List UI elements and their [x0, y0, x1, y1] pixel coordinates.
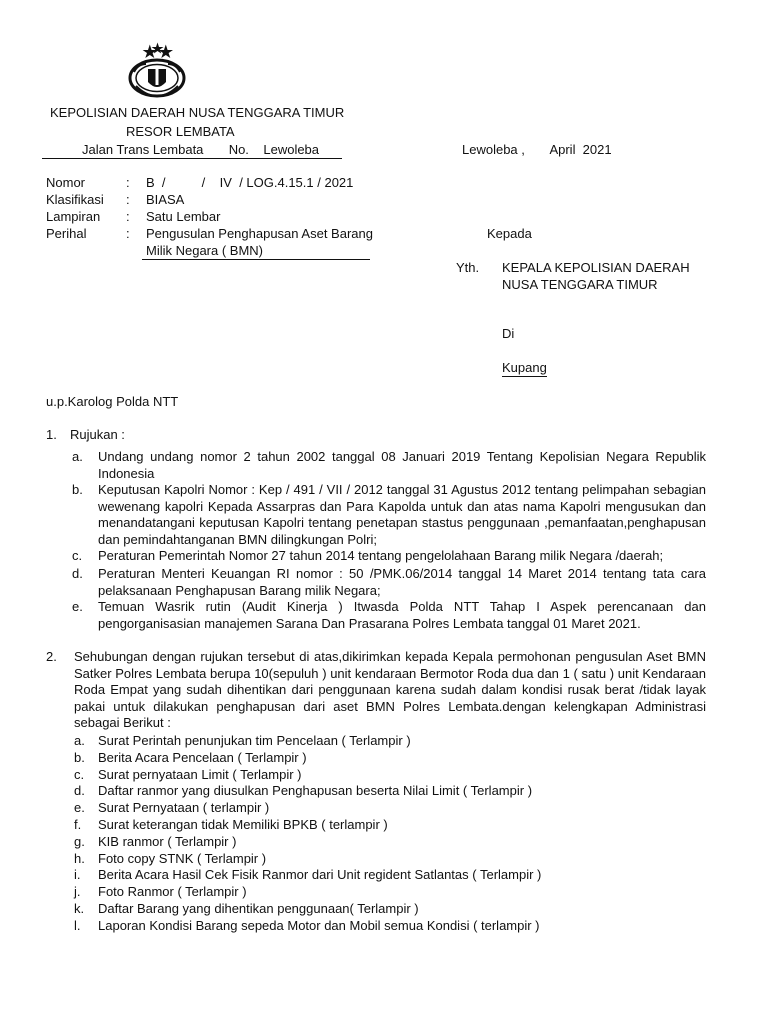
- section2-letter: i.: [74, 867, 81, 883]
- nomor-colon: :: [126, 175, 130, 190]
- section2-letter: d.: [74, 783, 85, 799]
- section1-item-c: Peraturan Pemerintah Nomor 27 tahun 2014 tentang pengelolahaan Barang milik Negara /daerah;: [98, 548, 664, 563]
- section2-item: KIB ranmor ( Terlampir ): [98, 833, 237, 849]
- section1-letter-b: b.: [72, 482, 83, 497]
- section1-letter-a: a.: [72, 449, 83, 464]
- section2-letter: b.: [74, 749, 85, 765]
- section2-letter: a.: [74, 733, 85, 748]
- section2-item: Laporan Kondisi Barang sepeda Motor dan Mobil semua Kondisi ( terlampir ): [98, 917, 540, 933]
- lampiran-label: Lampiran: [46, 209, 101, 224]
- perihal-value-1: Pengusulan Penghapusan Aset Barang: [146, 226, 373, 241]
- section2-item: Daftar Barang yang dihentikan penggunaan( Terlampir ): [98, 901, 419, 916]
- section2-number: 2.: [46, 649, 57, 664]
- recipient-line2: NUSA TENGGARA TIMUR: [502, 277, 658, 292]
- place-date: Lewoleba , April 2021: [462, 142, 612, 157]
- nomor-label: Nomor: [46, 175, 86, 190]
- attention-line: u.p.Karolog Polda NTT: [46, 394, 179, 409]
- section2-item: Surat pernyataan Limit ( Terlampir ): [98, 766, 302, 782]
- section1-item-b: Keputusan Kapolri Nomor : Kep / 491 / VII / 2012 tanggal 31 Agustus 2012 tentang pelimpahan sebagian wewenang kapolri Kepada Assarpras dan Para Kapolda untuk dan atas nama Kapolri mengusukan dan menandatangani keputusan Kapolri tentang penetapan stastus penggunaan ,pemanfaatan,penghapusan dan pemindahtanganan BMN dilingkungan Polri;: [98, 482, 706, 547]
- section2-item: Surat Pernyataan ( terlampir ): [98, 800, 270, 816]
- section2-item: Surat Perintah penunjukan tim Pencelaan ( Terlampir ): [98, 733, 411, 748]
- perihal-colon: :: [126, 226, 130, 241]
- klasifikasi-colon: :: [126, 192, 130, 207]
- section1-item-d: Peraturan Menteri Keuangan RI nomor : 50 /PMK.06/2014 tanggal 14 Maret 2014 tentang tata cara pelaksanaan Penghapusan Barang milik Negara;: [98, 566, 706, 598]
- section2-letter: h.: [74, 850, 85, 866]
- klasifikasi-value: BIASA: [146, 192, 185, 207]
- section1-title: Rujukan :: [70, 427, 125, 442]
- section1-item-e: Temuan Wasrik rutin (Audit Kinerja ) Itwasda Polda NTT Tahap I Aspek perencanaan dan pengorganisasian manajemen Sarana Dan Prasarana Polres Lembata tanggal 01 Maret 2021.: [98, 599, 706, 631]
- recipient-di: Di: [502, 326, 515, 341]
- lampiran-value: Satu Lembar: [146, 209, 221, 224]
- section2-letter: g.: [74, 833, 85, 849]
- section2-letter: f.: [74, 817, 82, 832]
- perihal-value-2: Milik Negara ( BMN): [146, 243, 264, 258]
- section1-letter-e: e.: [72, 599, 83, 614]
- section2-letter: e.: [74, 800, 85, 816]
- section2-item: Foto Ranmor ( Terlampir ): [98, 884, 247, 900]
- section1-number: 1.: [46, 427, 57, 442]
- section2-letter: k.: [74, 901, 85, 916]
- section2-item: Berita Acara Hasil Cek Fisik Ranmor dari Unit regident Satlantas ( Terlampir ): [98, 867, 542, 883]
- section2-item: Foto copy STNK ( Terlampir ): [98, 850, 267, 866]
- org-name-line2: RESOR LEMBATA: [126, 124, 235, 139]
- kepada-label: Kepada: [487, 226, 532, 241]
- police-emblem: [126, 42, 188, 98]
- recipient-line1: KEPALA KEPOLISIAN DAERAH: [502, 260, 690, 275]
- org-name-line1: KEPOLISIAN DAERAH NUSA TENGGARA TIMUR: [50, 105, 345, 120]
- yth-label: Yth.: [456, 260, 480, 275]
- section2-letter: j.: [74, 884, 81, 900]
- org-address: Jalan Trans Lembata No. Lewoleba: [42, 142, 342, 159]
- section2-item: Surat keterangan tidak Memiliki BPKB ( terlampir ): [98, 817, 388, 832]
- section2-letter: l.: [74, 917, 81, 933]
- klasifikasi-label: Klasifikasi: [46, 192, 104, 207]
- section2-text: Sehubungan dengan rujukan tersebut di atas,dikirimkan kepada Kepala permohonan pengusulan Aset BMN Satker Polres Lembata berupa 10(sepuluh ) unit kendaraan Bermotor Roda dua dan 1 ( satu ) unit Kendaraan Roda Empat yang sudah dihentikan dari penggunaan karena sudah dalam kondisi rusak berat /tidak layak pakai untuk dilakukan penghapusan dari aset BMN Polres Lembata.dengan kelengkapan Administrasi sebagai Berikut :: [74, 649, 706, 730]
- perihal-label: Perihal: [46, 226, 87, 241]
- section1-letter-c: c.: [72, 548, 83, 563]
- section2-letter: c.: [74, 766, 85, 782]
- nomor-value: B / / IV / LOG.4.15.1 / 2021: [146, 175, 354, 190]
- lampiran-colon: :: [126, 209, 130, 224]
- section2-item: Daftar ranmor yang diusulkan Penghapusan beserta Nilai Limit ( Terlampir ): [98, 783, 533, 799]
- perihal-underline: [142, 259, 370, 260]
- section1-item-a: Undang undang nomor 2 tahun 2002 tanggal 08 Januari 2019 Tentang Kepolisian Negara Republik Indonesia: [98, 449, 706, 481]
- section2-item: Berita Acara Pencelaan ( Terlampir ): [98, 749, 307, 765]
- section1-letter-d: d.: [72, 566, 83, 581]
- recipient-city: Kupang: [502, 360, 547, 375]
